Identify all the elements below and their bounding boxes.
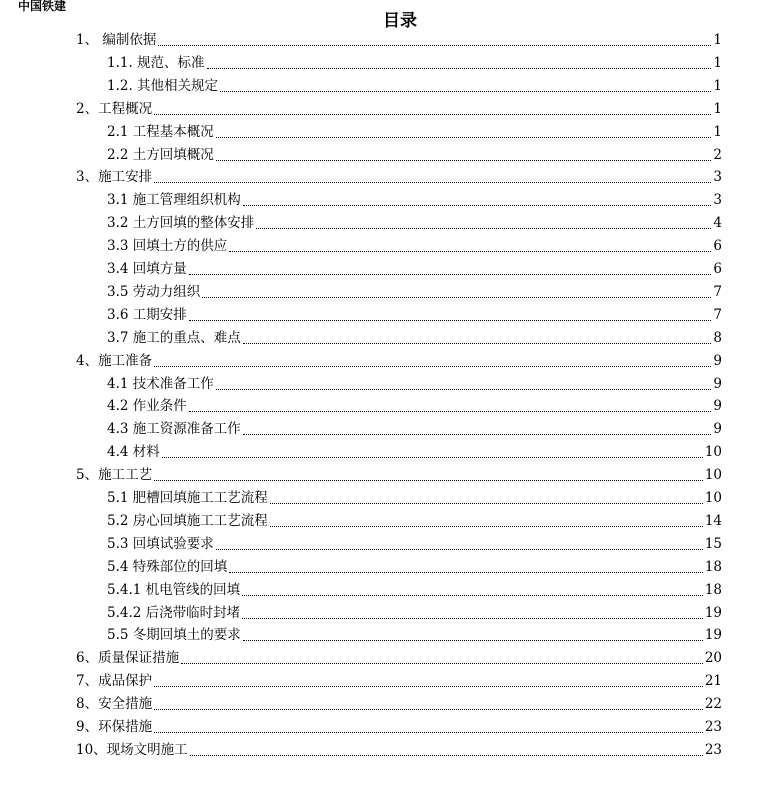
toc-entry[interactable] xyxy=(107,75,722,98)
toc-dot-leader xyxy=(189,273,712,275)
toc-entry[interactable] xyxy=(107,258,722,281)
toc-entry-page-number: 14 xyxy=(704,512,722,529)
toc-dot-leader xyxy=(256,227,711,229)
toc-entry-page-number: 18 xyxy=(704,581,722,598)
toc-entry-label: 4.3 施工资源准备工作 xyxy=(107,421,241,438)
toc-entry-label: 1.1. 规范、标准 xyxy=(107,54,205,71)
toc-dot-leader xyxy=(243,639,703,641)
page-title: 目录 xyxy=(383,11,417,31)
toc-entry-label: 2.2 土方回填概况 xyxy=(107,146,214,163)
toc-dot-leader xyxy=(243,342,712,344)
toc-entry-label: 3.1 施工管理组织机构 xyxy=(107,192,241,209)
toc-entry[interactable] xyxy=(76,693,722,716)
toc-dot-leader xyxy=(243,204,712,206)
toc-entry-page-number: 19 xyxy=(704,627,722,644)
toc-entry[interactable] xyxy=(76,739,722,762)
toc-entry-page-number: 10 xyxy=(704,490,722,506)
toc-dot-leader xyxy=(202,296,711,298)
brand-logo-text: 中国铁建 xyxy=(18,0,67,13)
toc-entry[interactable] xyxy=(76,716,722,739)
toc-dot-leader xyxy=(154,365,711,367)
toc-dot-leader xyxy=(158,44,711,46)
toc-entry-label: 3.6 工期安排 xyxy=(107,306,187,323)
toc-dot-leader xyxy=(154,708,703,710)
toc-entry-label: 1、 编制依据 xyxy=(76,32,157,48)
toc-entry-page-number: 9 xyxy=(713,398,722,415)
toc-entry-label: 4.1 技术准备工作 xyxy=(107,375,214,392)
toc-entry[interactable] xyxy=(76,166,722,189)
toc-entry-label: 3.3 回填土方的供应 xyxy=(107,238,228,255)
toc-dot-leader xyxy=(154,731,703,733)
toc-entry-label: 4.2 作业条件 xyxy=(107,398,187,415)
toc-entry-label: 5.4 特殊部位的回填 xyxy=(107,558,228,575)
toc-entry-label: 5.3 回填试验要求 xyxy=(107,535,214,552)
toc-entry-page-number: 1 xyxy=(713,100,722,117)
toc-dot-leader xyxy=(270,525,703,527)
toc-entry[interactable] xyxy=(107,373,722,396)
toc-entry-page-number: 15 xyxy=(704,535,722,552)
toc-entry[interactable] xyxy=(107,189,722,212)
toc-entry-label: 5.5 冬期回填土的要求 xyxy=(107,627,241,644)
toc-entry[interactable] xyxy=(107,281,722,304)
toc-dot-leader xyxy=(162,456,703,458)
toc-entry-page-number: 23 xyxy=(704,741,722,758)
toc-entry[interactable] xyxy=(107,212,722,235)
toc-entry[interactable] xyxy=(107,510,722,533)
toc-entry-page-number: 19 xyxy=(704,604,722,621)
toc-entry-label: 3.2 土方回填的整体安排 xyxy=(107,215,255,232)
toc-entry[interactable] xyxy=(107,441,722,464)
toc-entry-label: 1.2. 其他相关规定 xyxy=(107,77,219,94)
toc-dot-leader xyxy=(229,250,711,252)
toc-entry-page-number: 22 xyxy=(704,696,722,713)
toc-entry-page-number: 21 xyxy=(704,673,722,690)
toc-dot-leader xyxy=(154,181,711,183)
toc-entry-page-number: 10 xyxy=(704,467,722,484)
toc-entry[interactable] xyxy=(107,395,722,418)
toc-entry-label: 5.4.1 机电管线的回填 xyxy=(107,581,241,598)
toc-entry[interactable] xyxy=(76,670,722,693)
toc-entry-label: 3.5 劳动力组织 xyxy=(107,283,201,300)
toc-entry-label: 4.4 材料 xyxy=(107,444,160,461)
toc-entry[interactable] xyxy=(107,624,722,647)
toc-dot-leader xyxy=(242,594,703,596)
toc-entry[interactable] xyxy=(107,579,722,602)
toc-dot-leader xyxy=(154,479,703,481)
toc-dot-leader xyxy=(154,113,711,115)
toc-entry[interactable] xyxy=(107,556,722,579)
toc-entry-label: 7、成品保护 xyxy=(76,673,153,690)
toc-entry-label: 5、施工工艺 xyxy=(76,467,153,484)
toc-entry[interactable] xyxy=(107,52,722,75)
toc-dot-leader xyxy=(216,548,703,550)
toc-dot-leader xyxy=(242,617,703,619)
toc-entry-page-number: 1 xyxy=(713,77,722,94)
toc-entry[interactable] xyxy=(107,487,722,510)
toc-entry-page-number: 9 xyxy=(713,352,722,369)
toc-entry-label: 3、施工安排 xyxy=(76,169,153,186)
toc-dot-leader xyxy=(220,90,711,92)
toc-entry[interactable] xyxy=(107,418,722,441)
toc-entry-label: 2.1 工程基本概况 xyxy=(107,123,214,140)
toc-entry[interactable] xyxy=(107,533,722,556)
toc-entry-page-number: 6 xyxy=(713,238,722,255)
toc-entry-label: 6、质量保证措施 xyxy=(76,650,180,667)
toc-entry[interactable] xyxy=(76,350,722,373)
toc-entry[interactable] xyxy=(107,144,722,167)
toc-entry[interactable] xyxy=(107,304,722,327)
toc-entry[interactable] xyxy=(107,602,722,625)
toc-entry[interactable] xyxy=(107,235,722,258)
toc-entry-page-number: 1 xyxy=(713,32,722,48)
toc-entry-label: 3.7 施工的重点、难点 xyxy=(107,329,241,346)
toc-entry-page-number: 20 xyxy=(704,650,722,667)
toc-entry-page-number: 3 xyxy=(713,192,722,209)
toc-entry-label: 2、工程概况 xyxy=(76,100,153,117)
toc-entry-label: 4、施工准备 xyxy=(76,352,153,369)
toc-dot-leader xyxy=(207,67,712,69)
toc-entry-page-number: 7 xyxy=(713,283,722,300)
toc-entry-page-number: 1 xyxy=(713,123,722,140)
toc-dot-leader xyxy=(189,410,712,412)
toc-entry-label: 9、环保措施 xyxy=(76,719,153,735)
toc-entry[interactable] xyxy=(76,647,722,670)
toc-entry[interactable] xyxy=(76,464,722,487)
toc-entry-page-number: 18 xyxy=(704,558,722,575)
toc-dot-leader xyxy=(216,388,712,390)
toc-dot-leader xyxy=(189,319,712,321)
toc-entry-label: 10、现场文明施工 xyxy=(76,741,188,758)
toc-entry-label: 3.4 回填方量 xyxy=(107,261,187,277)
toc-entry-label: 5.2 房心回填施工工艺流程 xyxy=(107,512,268,529)
toc-entry-page-number: 10 xyxy=(704,444,722,461)
toc-entry[interactable] xyxy=(107,327,722,350)
toc-entry-page-number: 6 xyxy=(713,261,722,277)
toc-entry-page-number: 7 xyxy=(713,306,722,323)
toc-entry-page-number: 9 xyxy=(713,375,722,392)
toc-entry-page-number: 23 xyxy=(704,719,722,735)
toc-entry[interactable] xyxy=(76,29,722,52)
toc-dot-leader xyxy=(216,136,712,138)
toc-entry-label: 5.1 肥槽回填施工工艺流程 xyxy=(107,490,268,506)
toc-entry-label: 8、安全措施 xyxy=(76,696,153,713)
toc-dot-leader xyxy=(243,433,712,435)
toc-entry-page-number: 1 xyxy=(713,54,722,71)
toc-entry-page-number: 2 xyxy=(713,146,722,163)
toc-dot-leader xyxy=(229,571,703,573)
toc-entry[interactable] xyxy=(76,98,722,121)
toc-entry-page-number: 4 xyxy=(713,215,722,232)
toc-dot-leader xyxy=(270,502,703,504)
toc-dot-leader xyxy=(216,159,712,161)
toc-entry-page-number: 8 xyxy=(713,329,722,346)
toc-entry-page-number: 9 xyxy=(713,421,722,438)
toc-entry-label: 5.4.2 后浇带临时封堵 xyxy=(107,604,241,621)
toc-dot-leader xyxy=(181,662,703,664)
toc-dot-leader xyxy=(190,754,703,756)
toc-entry[interactable] xyxy=(107,121,722,144)
toc-entry-page-number: 3 xyxy=(713,169,722,186)
toc-dot-leader xyxy=(154,685,703,687)
